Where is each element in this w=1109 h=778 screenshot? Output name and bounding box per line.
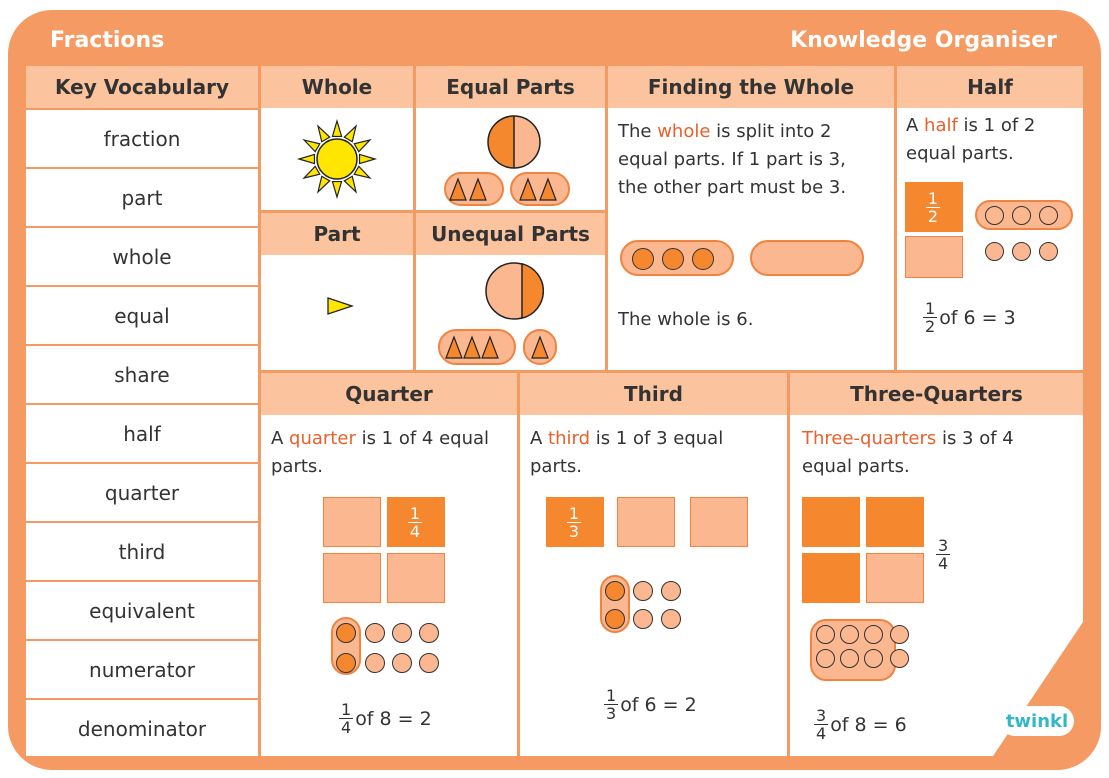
keyword-third: third [548,428,591,449]
fraction-label: $\frac{1}{3}$ [568,503,580,541]
text-post: is 1 of 4 equal parts. [271,428,490,477]
text-pre: A [530,428,549,449]
sun-ray [344,176,356,192]
counter-dot [336,653,356,673]
three-quarters-shaded-square [866,497,924,547]
counter-dot [1012,242,1031,261]
text-pre: A [271,428,290,449]
sun-ray [344,126,356,142]
vocab-item: numerator [26,639,258,698]
sun-icon [296,118,378,200]
counter-dot [365,653,385,673]
equal-parts-panel [416,66,605,210]
vocab-item: whole [26,226,258,285]
counter-dot [632,248,654,270]
unequal-group-left [438,329,516,365]
text-post: is 3 of 4 equal parts. [802,428,1014,477]
counter-dot [864,649,883,668]
counter-dot [985,206,1004,225]
vocab-panel [26,66,258,756]
counter-dot [985,242,1004,261]
quarter-equation: $\frac{1}{4}$ of 8 = 2 [341,700,432,737]
counter-dot [392,653,412,673]
third-square [690,497,748,547]
sun-ray [318,126,330,142]
three-quarters-square [866,553,924,603]
counter-dot [692,248,714,270]
vocab-item: denominator [26,698,258,756]
counter-dot [840,649,859,668]
keyword-half: half [924,115,958,136]
counter-dot [840,625,859,644]
counter-dot [1039,242,1058,261]
vocab-item: share [26,344,258,403]
text-pre: A [906,115,925,136]
equal-parts-circle-icon [486,114,542,170]
part-panel [261,213,413,370]
third-square [617,497,675,547]
third-text [530,425,776,481]
counter-dot [662,248,684,270]
counter-dot [816,625,835,644]
counter-dot [890,649,909,668]
counter-dot [365,623,385,643]
counter-dot [1039,206,1058,225]
finding-whole-panel [608,66,894,370]
text-pre: The [618,121,658,142]
vocab-item: fraction [26,108,258,167]
counter-dot [864,625,883,644]
equal-group-left [444,172,504,206]
part-heading: Part [261,213,413,255]
whole-panel [261,66,413,210]
keyword-whole: whole [657,121,711,142]
quarter-square [323,497,381,547]
vocab-item: third [26,521,258,580]
quarter-heading: Quarter [261,373,517,415]
triangle-icon [512,174,568,204]
vocab-item: quarter [26,462,258,521]
counter-dot [392,623,412,643]
twinkl-logo: twinkl [1000,706,1074,736]
unequal-parts-panel [416,213,605,370]
half-shaded-square [905,182,963,232]
counter-dot [419,653,439,673]
half-heading: Half [897,66,1083,108]
vocab-heading: Key Vocabulary [26,66,258,108]
three-quarters-shaded-square [802,553,860,603]
half-unshaded-square [905,236,963,278]
counter-dot [890,625,909,644]
half-panel [897,66,1083,370]
quarter-panel [261,373,517,756]
sun-ray [354,166,370,178]
sun-ray [299,154,314,163]
three-quarters-equation: $\frac{3}{4}$ of 8 = 6 [816,706,907,743]
sun-ray [354,140,370,152]
counter-dot [816,649,835,668]
quarter-text [271,425,507,481]
page-subtitle: Knowledge Organiser [790,28,1057,53]
equal-parts-heading: Equal Parts [416,66,605,108]
equal-group-right [510,172,570,206]
three-quarters-heading: Three-Quarters [790,373,1083,415]
sun-ray [304,140,320,152]
vocab-item: half [26,403,258,462]
counter-dot [1012,206,1031,225]
counter-dot [661,609,681,629]
finding-whole-text [618,118,880,202]
third-panel [520,373,787,756]
sun-ray [318,176,330,192]
unequal-parts-circle-icon [484,261,544,321]
triangle-icon [440,331,514,363]
finding-whole-conclusion: The whole is 6. [618,309,754,330]
fraction-label: $\frac{1}{4}$ [409,503,421,541]
counter-dot [336,623,356,643]
quarter-square [387,553,445,603]
vocab-item: equivalent [26,580,258,639]
corner-decoration [993,622,1101,770]
third-equation: $\frac{1}{3}$ of 6 = 2 [606,686,697,723]
whole-heading: Whole [261,66,413,108]
counter-dot [419,623,439,643]
sun-ray [304,166,320,178]
counter-dot [605,609,625,629]
third-heading: Third [520,373,787,415]
fraction-label: $\frac{1}{2}$ [927,188,939,226]
sun-ray [332,182,341,197]
unequal-group-right [523,329,557,365]
counter-dot [605,581,625,601]
triangle-icon [446,174,502,204]
page-title: Fractions [50,28,165,53]
text-post: is 1 of 2 equal parts. [906,115,1036,164]
keyword-quarter: quarter [289,428,356,449]
sun-ray [332,121,341,136]
third-shaded-square [546,497,604,547]
three-quarters-fraction: $\frac{3}{4}$ [938,536,949,573]
counter-dot [633,581,653,601]
triangle-icon [525,331,555,363]
finding-whole-heading: Finding the Whole [608,66,894,108]
keyword-three-quarters: Three-quarters [802,428,937,449]
three-quarters-shaded-square [802,497,860,547]
quarter-shaded-square [387,497,445,547]
knowledge-organiser-card [8,10,1101,770]
vocab-item: equal [26,285,258,344]
part-group-empty [750,240,864,276]
text-post: is 1 of 3 equal parts. [530,428,724,477]
text-post: is split into 2 equal parts. If 1 part is 3, the other part must be 3. [618,121,847,198]
quarter-square [323,553,381,603]
sun-ray [360,154,375,163]
half-text [906,112,1076,168]
vocab-item: part [26,167,258,226]
counter-dot [633,609,653,629]
half-equation: $\frac{1}{2}$ of 6 = 3 [925,299,1016,336]
sun-ray-piece-icon [325,295,355,317]
counter-dot [661,581,681,601]
three-quarters-text [802,425,1062,481]
unequal-parts-heading: Unequal Parts [416,213,605,255]
